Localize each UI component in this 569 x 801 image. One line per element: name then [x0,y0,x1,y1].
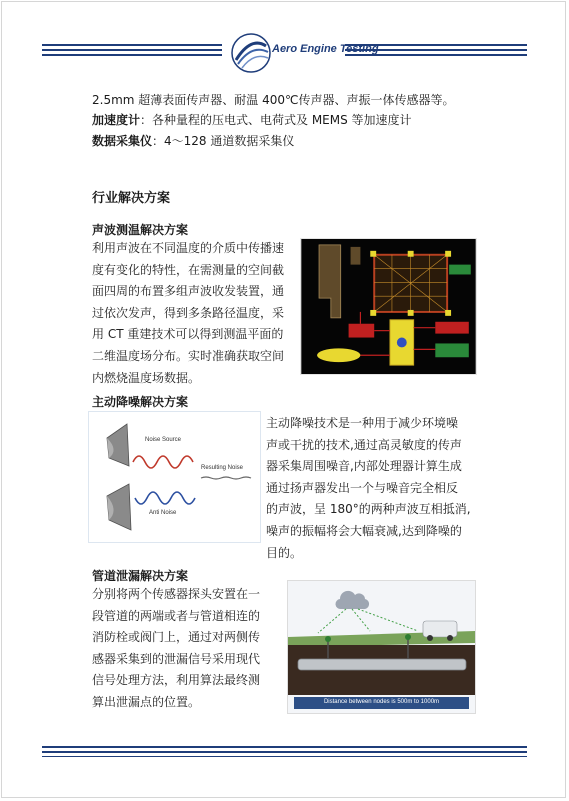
acoustic-text [92,238,297,389]
pipe-diagram [287,580,476,714]
noise-diagram-graphic [89,412,260,542]
pipe-text [92,584,282,714]
daq-text: ：4～128 通道数据采集仪 [152,134,295,148]
brand-name: Aero Engine Testing [272,43,379,55]
header-rule-left-3 [42,54,222,56]
pipe-line: 感器采集到的泄漏信号采用现代 [92,651,261,666]
noise-source-label: Noise Source [145,437,182,443]
noise-line: 的声波，呈 180°的两种声波互相抵消, [266,502,471,517]
header-rule-left-1 [42,44,222,46]
noise-diagram [88,411,261,543]
daq-label: 数据采集仪 [92,134,153,148]
acoustic-line: 用 CT 重建技术可以得到测温平面的 [92,327,284,342]
intro-line-accel [92,110,412,130]
pipe-title: 管道泄漏解决方案 [92,569,189,583]
pipe-line: 信号处理方法，利用算法最终测 [92,673,261,688]
accel-label: 加速度计 [92,113,141,127]
pipe-line: 段管道的两端或者与管道相连的 [92,608,261,623]
intro-line-1: 2.5mm 超薄表面传声器、耐温 400℃传声器、声振一体传感器等。 [92,93,455,107]
anti-noise-label: Anti Noise [149,510,177,516]
noise-line: 噪声的振幅将会大幅衰减,达到降噪的 [266,523,462,538]
footer-rule-2 [42,751,527,753]
intro-line-daq [92,131,294,151]
noise-line: 主动降噪技术是一种用于减少环境噪 [266,416,459,430]
pipe-line: 分别将两个传感器探头安置在一 [92,587,261,601]
acoustic-line: 利用声波在不同温度的介质中传播速 [92,241,285,255]
noise-line: 目的。 [266,545,303,560]
acoustic-line: 度有变化的特性，在需测量的空间截 [92,262,285,277]
accel-text: ：各种量程的压电式、电荷式及 MEMS 等加速度计 [140,113,412,127]
footer-rule-3 [42,756,527,757]
noise-line: 器采集周围噪音,内部处理器计算生成 [266,459,462,474]
noise-title: 主动降噪解决方案 [92,395,189,409]
acoustic-line: 内燃烧温度场数据。 [92,370,201,385]
acoustic-line: 过依次发声，得到多条路径温度，采 [92,305,285,320]
pipe-line: 消防栓或阀门上，通过对两侧传 [92,630,261,645]
section-title: 行业解决方案 [92,191,171,206]
noise-line: 声或干扰的技术,通过高灵敏度的传声 [266,437,462,452]
footer-rule-1 [42,746,527,748]
acoustic-diagram [300,238,477,375]
acoustic-title: 声波测温解决方案 [92,223,189,237]
noise-text [266,413,486,564]
resulting-noise-label: Resulting Noise [201,465,244,471]
acoustic-line: 面四周的布置多组声波收发装置，通 [92,284,285,299]
acoustic-line: 二维温度场分布。实时准确获取空间 [92,348,285,363]
pipe-caption: Distance between nodes is 500m to 1000m [323,699,440,705]
header-rule-left-2 [42,49,222,51]
logo-icon [228,30,274,76]
noise-line: 通过扬声器发出一个与噪音完全相反 [266,480,459,495]
pipe-line: 算出泄漏点的位置。 [92,694,201,709]
pipe-diagram-graphic [288,581,475,713]
